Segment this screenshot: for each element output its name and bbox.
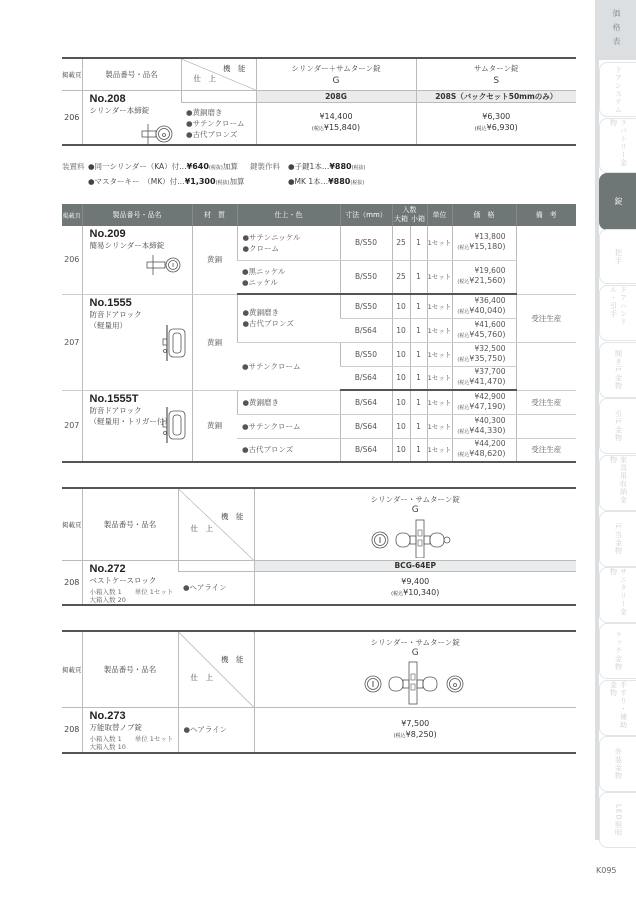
size: B/S64	[340, 390, 392, 414]
qty-large: 10	[392, 390, 410, 414]
price-value: ¥40,300	[474, 415, 506, 425]
tax-close: )	[514, 123, 518, 133]
col-g-code: G	[411, 648, 419, 658]
finish-item: ●古代ブロンズ	[242, 319, 294, 329]
price-s	[416, 102, 576, 145]
price-tax: ¥45,760	[469, 329, 503, 339]
product-number: No.208	[89, 92, 126, 105]
tax-close: )	[502, 305, 506, 315]
qty-large: 25	[392, 260, 410, 294]
header-col-g	[254, 631, 576, 707]
small-box-qty: 小箱入数 1	[89, 587, 122, 596]
tax-close: )	[502, 425, 506, 435]
replacement-knob-lock-icon	[363, 660, 467, 706]
product-number: No.1555T	[89, 392, 139, 405]
tax-label: (税込	[311, 126, 324, 133]
price-tax: ¥48,620	[469, 449, 503, 459]
product-number: No.209	[89, 228, 126, 240]
header-function: 機 能	[221, 512, 244, 521]
header-col-g	[256, 58, 416, 90]
price	[452, 226, 516, 260]
col-g-name: シリンダー・サムターン錠	[370, 638, 460, 647]
header-function-finish	[178, 631, 254, 707]
header-product: 製品番号・品名	[82, 488, 178, 560]
tax-close: )	[502, 377, 506, 387]
large-box-qty: 大箱入数 20	[89, 595, 126, 604]
finish-list	[237, 294, 340, 342]
price-tax: ¥44,330	[469, 425, 503, 435]
header-function-finish	[178, 488, 254, 560]
unit: 1セット	[427, 366, 452, 390]
tax-label: (税込	[457, 404, 470, 411]
size: B/S64	[340, 438, 392, 462]
unit: 1セット	[427, 342, 452, 366]
side-tab[interactable]: 価格表	[595, 0, 636, 60]
header-page: 掲載頁	[62, 631, 82, 707]
header-function: 機 能	[221, 655, 244, 664]
price	[452, 294, 516, 318]
qty-small: 1	[410, 318, 427, 342]
header-function-finish	[181, 58, 256, 90]
page-number: K095	[596, 866, 617, 875]
deadbolt-lock-icon	[140, 123, 176, 145]
header-finish: 仕 上	[193, 73, 216, 83]
tax-close: )	[502, 449, 506, 459]
size: B/S64	[340, 366, 392, 390]
price	[452, 366, 516, 390]
note-item: ●マスターキー （MK）付…	[88, 177, 185, 186]
tax-label: (税込	[457, 356, 470, 363]
price	[452, 390, 516, 414]
size: B/S64	[340, 318, 392, 342]
finish-list	[237, 342, 340, 390]
qty-large: 10	[392, 366, 410, 390]
side-tab[interactable]: 把手	[599, 229, 636, 284]
qty-small: 1	[410, 226, 427, 260]
qty-small: 1	[410, 260, 427, 294]
price-value: ¥9,400	[401, 576, 430, 586]
col-g-code: G	[332, 75, 340, 86]
finish-item: ●黒ニッケル	[242, 266, 286, 276]
price-value: ¥32,500	[474, 343, 506, 353]
price-tax: ¥10,340	[403, 587, 437, 597]
price-value: ¥13,800	[474, 232, 506, 242]
header-price: 価 格	[452, 204, 516, 226]
table-no272	[62, 487, 576, 606]
product-name: 万能取替ノブ錠	[89, 722, 142, 732]
side-tab[interactable]: ドアハンドル・引手	[599, 285, 636, 341]
header-remarks: 備 考	[516, 204, 576, 226]
note-item: ●MK 1本…	[288, 177, 329, 186]
side-tab[interactable]: 錠	[599, 173, 636, 230]
remark	[516, 414, 576, 438]
finish-item: ●サテンクローム	[186, 118, 245, 128]
product-name-sub: （軽量用）	[89, 320, 127, 330]
header-size: 寸法（mm）	[340, 204, 392, 226]
notes-label-device: 装置料	[62, 162, 85, 171]
unit: 1セット	[427, 438, 452, 462]
qty-small: 1	[410, 390, 427, 414]
trigger-door-lock-icon	[161, 405, 189, 445]
tax-close: )	[436, 587, 440, 597]
product-number: No.272	[89, 562, 126, 575]
finish-item: ●サテンクローム	[242, 361, 301, 371]
size: B/S50	[340, 342, 392, 366]
remark: 受注生産	[516, 438, 576, 462]
size: B/S64	[340, 414, 392, 438]
row-page: 207	[62, 390, 82, 462]
soundproof-door-lock-icon	[161, 323, 189, 363]
header-unit: 単位	[427, 204, 452, 226]
finish-item: ●古代ブロンズ	[242, 445, 294, 455]
material: 黄銅	[192, 390, 237, 462]
table-locks	[62, 204, 576, 463]
finish-list	[237, 438, 340, 462]
note-item: ●子鍵1本…	[288, 162, 330, 171]
finish-item: ●サテンニッケル	[242, 232, 301, 242]
product-cell	[82, 226, 192, 294]
price-tax: ¥47,190	[469, 401, 503, 411]
side-tab[interactable]: 戸当金物	[599, 511, 636, 567]
knob-lock-icon	[370, 518, 460, 558]
side-tab[interactable]: ラバトリー金物	[599, 118, 636, 173]
model: BCG-64EP	[254, 560, 576, 571]
product-cell	[82, 707, 178, 753]
tax-label: (税込	[457, 452, 470, 459]
product-number: No.273	[89, 709, 126, 722]
price-tax: ¥6,930	[486, 123, 515, 133]
header-function: 機 能	[223, 64, 246, 73]
header-product: 製品番号・品名	[82, 58, 181, 90]
product-name: 簡易シリンダー本締錠	[89, 241, 165, 250]
header-qty-large: 大箱	[394, 215, 408, 223]
price-value: ¥41,600	[474, 319, 506, 329]
tax-excl: (税抜)	[350, 180, 365, 186]
price-tax: ¥40,040	[469, 305, 503, 315]
side-tab[interactable]: 開き戸金物	[599, 342, 636, 398]
surcharge-notes	[62, 160, 366, 190]
price-tax: ¥8,250	[405, 729, 434, 739]
header-qty-label: 入数	[402, 206, 417, 214]
product-cell	[82, 294, 192, 390]
tax-close: )	[502, 401, 506, 411]
header-material: 材 質	[192, 204, 237, 226]
finish-list	[178, 707, 254, 753]
section-index-tabs	[595, 0, 636, 860]
price-tax: ¥15,840	[323, 123, 357, 133]
row-page: 206	[62, 90, 82, 145]
product-cell	[82, 390, 192, 462]
remark: 受注生産	[516, 294, 576, 342]
product-name: 防音ドアロック	[89, 309, 142, 319]
qty-large: 10	[392, 342, 410, 366]
qty-small: 1	[410, 366, 427, 390]
finish-item: ●黄銅磨き	[186, 107, 223, 117]
unit: 単位 1セット	[134, 734, 174, 743]
price-value: ¥42,900	[474, 391, 506, 401]
price	[452, 318, 516, 342]
size: B/S50	[340, 294, 392, 318]
model-s: 208S（バックセット50mmのみ）	[416, 90, 576, 102]
unit: 1セット	[427, 318, 452, 342]
size: B/S50	[340, 260, 392, 294]
table-row	[62, 294, 576, 318]
model-blank	[178, 560, 254, 571]
price	[452, 260, 516, 294]
notes-label-key: 鍵製作料	[250, 162, 280, 171]
col-s-name: サムターン錠	[474, 63, 519, 73]
side-tab[interactable]: 引戸金物	[599, 398, 636, 454]
price-value: ¥7,500	[401, 718, 430, 728]
price-tax: ¥15,180	[469, 242, 503, 252]
finish-list	[178, 571, 254, 605]
side-tab[interactable]: 家具用収納金物	[599, 455, 636, 511]
price-value: ¥19,600	[474, 266, 506, 276]
col-g-code: G	[411, 505, 419, 515]
finish-item: ●黄銅磨き	[242, 308, 280, 318]
tax-label: (税込	[393, 732, 406, 739]
price-value: ¥44,200	[474, 439, 506, 449]
price	[452, 342, 516, 366]
note-suffix: 加算	[222, 162, 238, 171]
finish-list	[237, 260, 340, 294]
tax-close: )	[502, 242, 506, 252]
row-page: 208	[62, 560, 82, 605]
small-box-qty: 小箱入数 1	[89, 734, 122, 743]
finish-item: ●ヘアライン	[183, 583, 227, 593]
qty-large: 10	[392, 318, 410, 342]
tax-excl: (税抜)	[351, 165, 366, 171]
tax-close: )	[502, 329, 506, 339]
model-g: 208G	[256, 90, 416, 102]
header-col-s	[416, 58, 576, 90]
side-tab[interactable]: ラック金物	[599, 623, 636, 679]
finish-item: ●古代ブロンズ	[186, 129, 238, 139]
tax-label: (税込	[457, 308, 470, 315]
header-col-g	[254, 488, 576, 560]
tax-close: )	[502, 353, 506, 363]
unit: 1セット	[427, 294, 452, 318]
header-page: 掲載頁	[62, 58, 82, 90]
note-price: ¥1,300	[184, 177, 216, 186]
remark	[516, 226, 576, 294]
tax-close: )	[502, 276, 506, 286]
finish-list	[181, 102, 256, 145]
price-value: ¥14,400	[319, 112, 353, 122]
side-tab[interactable]: 外装金物	[599, 736, 636, 792]
model-blank	[181, 90, 256, 102]
table-row	[62, 226, 576, 260]
unit: 1セット	[427, 260, 452, 294]
finish-list	[237, 226, 340, 260]
unit: 1セット	[427, 414, 452, 438]
unit: 1セット	[427, 226, 452, 260]
qty-large: 25	[392, 226, 410, 260]
product-cell	[82, 560, 178, 605]
tax-excl: (税抜)	[215, 180, 230, 186]
tax-label: (税込	[457, 380, 470, 387]
header-finish: 仕 上	[190, 672, 213, 682]
tax-label: (税込	[391, 590, 404, 597]
product-name: ベストケースロック	[89, 575, 157, 585]
product-name-sub: （軽量用・トリガー付）	[89, 416, 172, 426]
note-price: ¥880	[329, 162, 352, 171]
price	[452, 414, 516, 438]
price	[254, 571, 576, 605]
header-product: 製品番号・品名	[82, 204, 192, 226]
price-value: ¥36,400	[474, 295, 506, 305]
qty-large: 10	[392, 294, 410, 318]
header-page: 掲載頁	[62, 488, 82, 560]
finish-item: ●ヘアライン	[183, 725, 228, 735]
qty-small: 1	[410, 342, 427, 366]
finish-item: ●黄銅磨き	[242, 397, 280, 407]
qty-large: 10	[392, 438, 410, 462]
row-page: 207	[62, 294, 82, 390]
row-page: 208	[62, 707, 82, 753]
unit: 1セット	[427, 390, 452, 414]
finish-list	[237, 414, 340, 438]
product-name: シリンダー本締錠	[89, 105, 150, 115]
note-suffix: 加算	[229, 177, 245, 186]
header-finish: 仕 上	[190, 523, 213, 533]
qty-large: 10	[392, 414, 410, 438]
side-tab[interactable]: ドアシステム	[599, 62, 636, 117]
side-tab[interactable]: サニタリー金物	[599, 567, 636, 623]
large-box-qty: 大箱入数 10	[89, 742, 126, 751]
tax-label: (税込	[474, 126, 487, 133]
col-s-code: S	[493, 75, 500, 86]
product-cell	[82, 90, 181, 145]
simple-deadbolt-icon	[145, 254, 183, 276]
product-name: 防音ドアロック	[89, 405, 142, 415]
header-page: 掲載頁	[62, 204, 82, 226]
col-g-name: シリンダー＋サムターン錠	[291, 63, 381, 73]
remark: 受注生産	[516, 390, 576, 414]
product-number: No.1555	[89, 296, 132, 309]
tax-label: (税込	[457, 428, 470, 435]
material: 黄銅	[192, 226, 237, 294]
col-g-name: シリンダー・サムターン錠	[370, 495, 460, 504]
finish-item: ●サテンクローム	[242, 421, 301, 431]
header-finish: 仕上・色	[237, 204, 340, 226]
price-g	[256, 102, 416, 145]
tax-excl: (税抜)	[208, 165, 223, 171]
price-value: ¥37,700	[474, 367, 506, 377]
tax-label: (税込	[457, 279, 470, 286]
price-tax: ¥35,750	[469, 353, 503, 363]
finish-list	[237, 390, 340, 414]
table-no208	[62, 57, 576, 146]
price-tax: ¥41,470	[469, 377, 503, 387]
qty-small: 1	[410, 438, 427, 462]
tax-label: (税込	[457, 332, 470, 339]
price	[452, 438, 516, 462]
tax-label: (税込	[457, 245, 470, 252]
price	[254, 707, 576, 753]
note-item: ●同一シリンダー（KA）付…	[88, 162, 187, 171]
material: 黄銅	[192, 294, 237, 390]
side-tab[interactable]: 手すり・補助金物	[599, 680, 636, 736]
note-price: ¥880	[328, 177, 351, 186]
header-product: 製品番号・品名	[82, 631, 178, 707]
size: B/S50	[340, 226, 392, 260]
unit: 単位 1セット	[134, 587, 174, 596]
header-qty	[392, 204, 427, 226]
qty-small: 1	[410, 294, 427, 318]
table-no273	[62, 630, 576, 754]
finish-item: ●ニッケル	[242, 277, 278, 287]
qty-small: 1	[410, 414, 427, 438]
side-tab[interactable]: LED照明	[599, 792, 636, 848]
note-price: ¥640	[186, 162, 209, 171]
header-qty-small: 小箱	[411, 215, 425, 223]
price-tax: ¥21,560	[469, 276, 503, 286]
price-value: ¥6,300	[482, 112, 511, 122]
finish-item: ●クローム	[242, 243, 280, 253]
remark	[516, 342, 576, 390]
tax-close: )	[433, 729, 437, 739]
row-page: 206	[62, 226, 82, 294]
tax-close: )	[356, 123, 361, 133]
table-row	[62, 390, 576, 414]
